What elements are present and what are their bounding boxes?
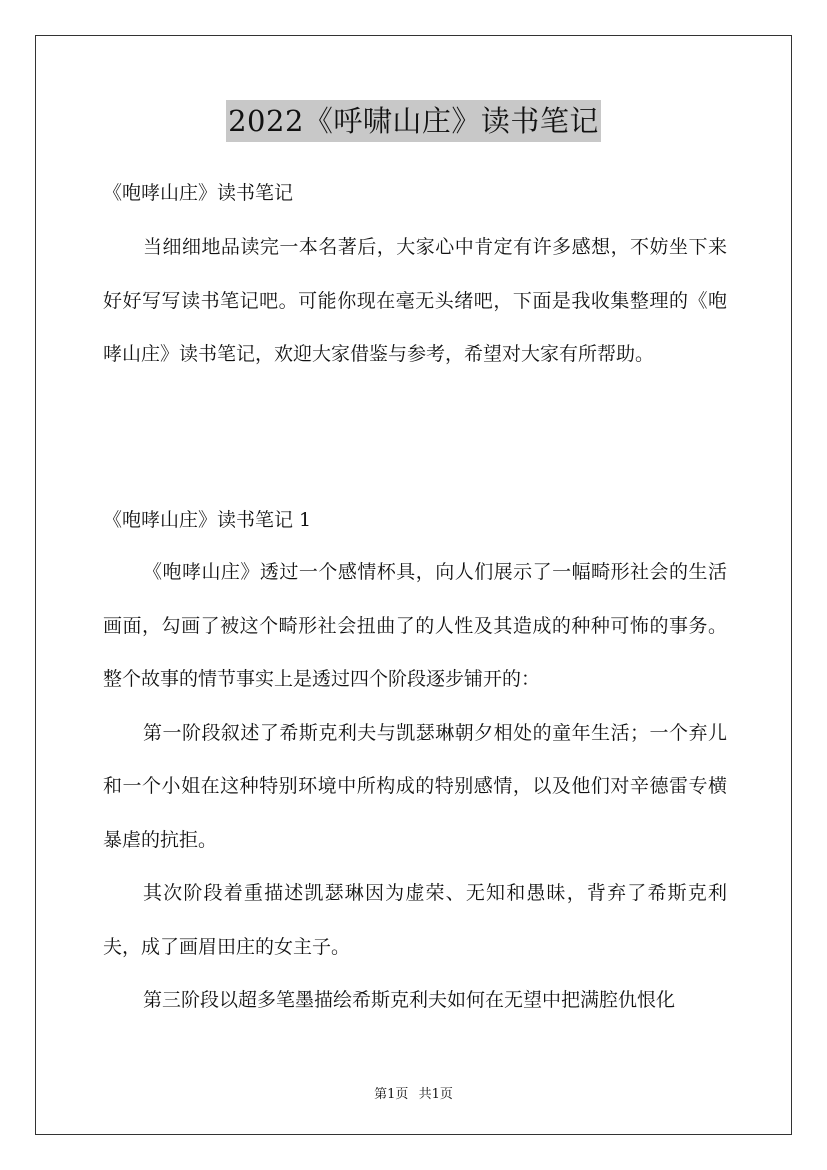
body-paragraph: 第一阶段叙述了希斯克利夫与凯瑟琳朝夕相处的童年生活；一个弃儿和一个小姐在这种特别环境中所构成的特别感情，以及他们对辛德雷专横暴虐的抗拒。 — [103, 721, 727, 851]
section-heading-2: 《咆哮山庄》读书笔记 1 — [103, 509, 312, 531]
section-2 — [103, 505, 727, 535]
body-paragraph: 第三阶段以超多笔墨描绘希斯克利夫如何在无望中把满腔仇恨化 — [143, 989, 676, 1011]
section-1 — [103, 178, 727, 208]
page-number: 第1页 — [374, 1087, 409, 1102]
intro-paragraph: 当细细地品读完一本名著后，大家心中肯定有许多感想，不妨坐下来好好写写读书笔记吧。可能你现在毫无头绪吧，下面是我收集整理的《咆哮山庄》读书笔记，欢迎大家借鉴与参考，希望对大家有所帮助。 — [103, 236, 727, 365]
body-paragraphs — [103, 546, 727, 1028]
title-container — [0, 100, 827, 142]
page-total: 共1页 — [418, 1087, 453, 1102]
body-paragraph: 《咆哮山庄》透过一个感情杯具，向人们展示了一幅畸形社会的生活画面，勾画了被这个畸形社会扭曲了的人性及其造成的种种可怖的事务。整个故事的情节事实上是透过四个阶段逐步铺开的： — [103, 561, 727, 690]
body-paragraph: 其次阶段着重描述凯瑟琳因为虚荣、无知和愚昧，背弃了希斯克利夫，成了画眉田庄的女主子。 — [103, 882, 727, 958]
page-footer — [0, 1083, 827, 1102]
section-heading-1: 《咆哮山庄》读书笔记 — [103, 182, 294, 204]
document-title: 2022《呼啸山庄》读书笔记 — [226, 100, 601, 142]
